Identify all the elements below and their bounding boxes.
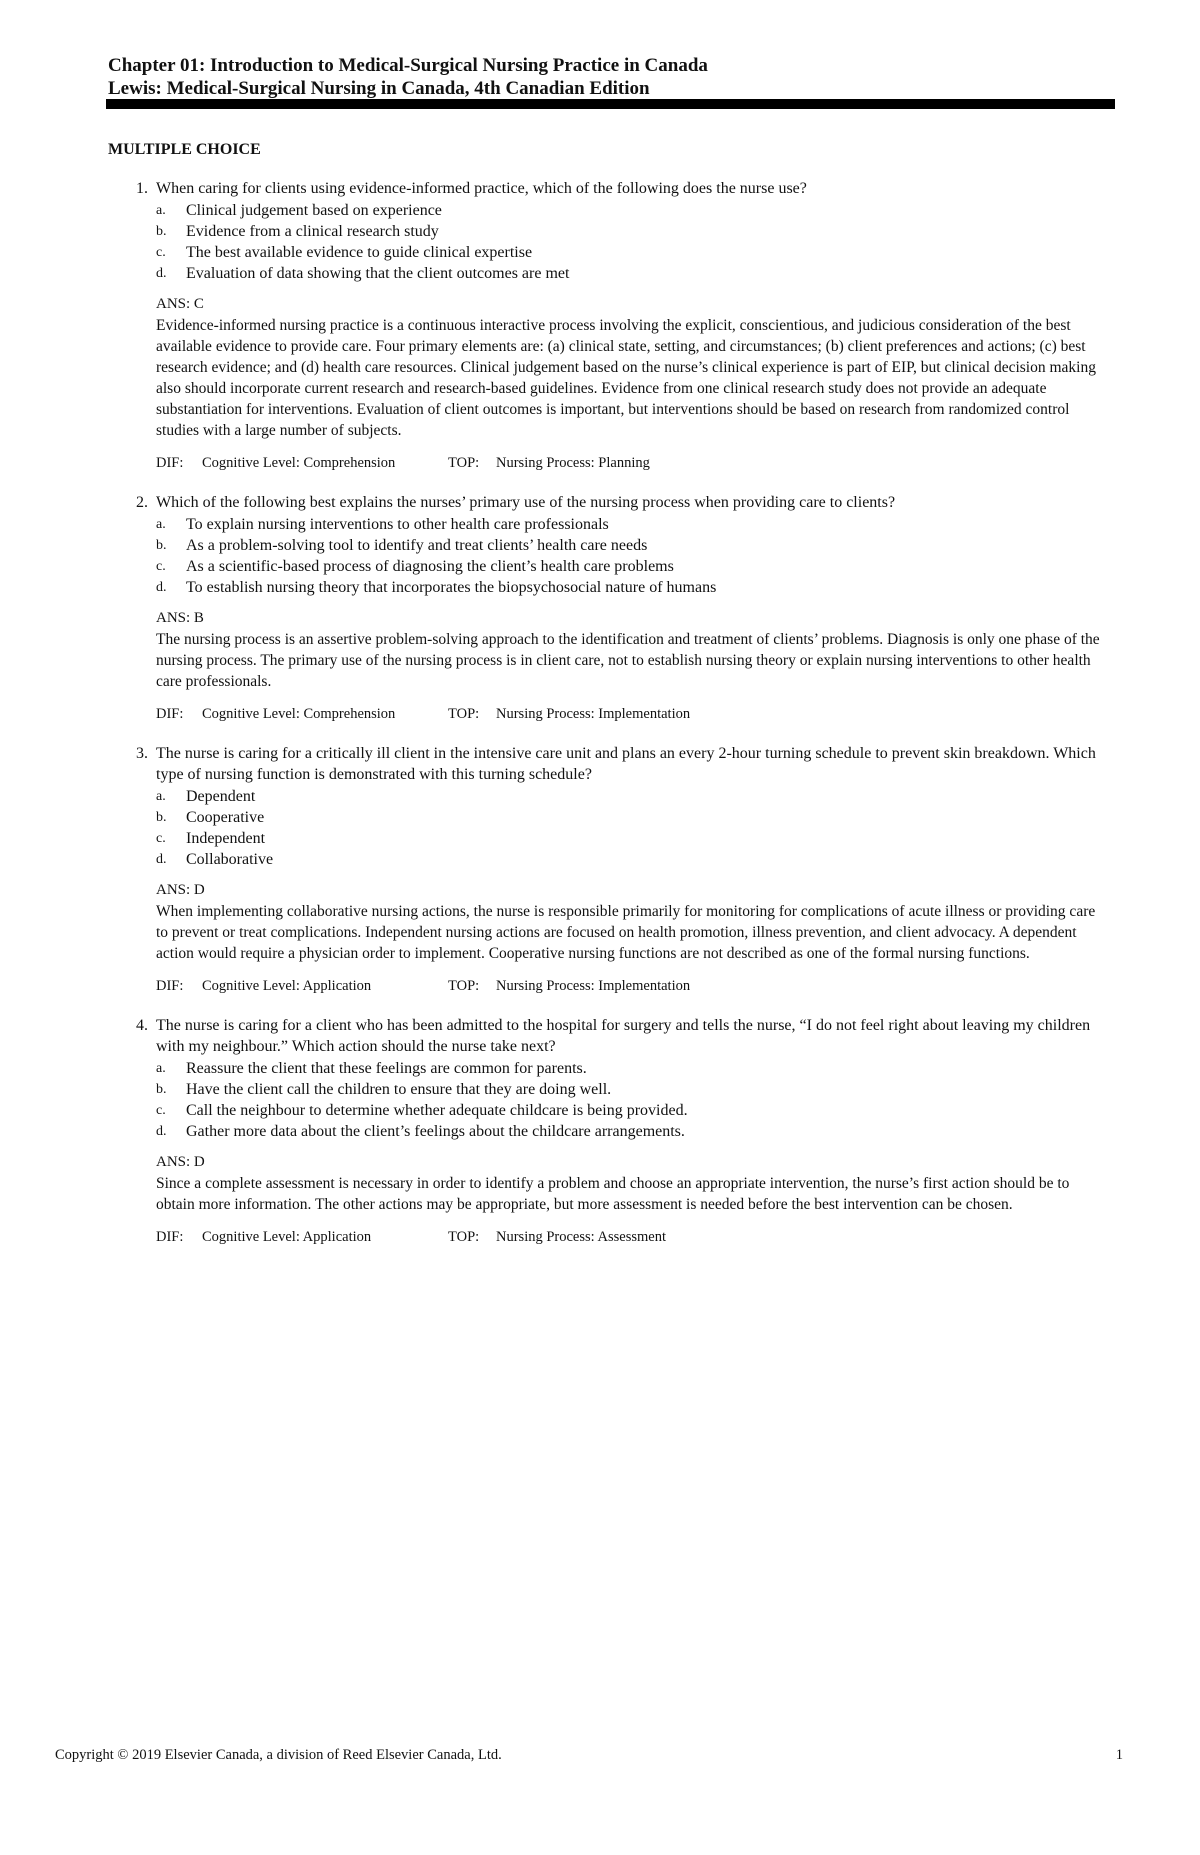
dif-label: DIF:: [156, 1229, 184, 1245]
question-meta: [156, 453, 1108, 474]
option-letter: d.: [156, 852, 167, 867]
option-item: [108, 242, 1108, 263]
dif-label: DIF:: [156, 706, 184, 722]
question-stem: When caring for clients using evidence-informed practice, which of the following does the nurse use?: [156, 180, 807, 197]
dif-label: DIF:: [156, 455, 184, 471]
option-text: Cooperative: [186, 809, 265, 826]
question-1: [108, 178, 1108, 474]
option-item: [108, 200, 1108, 221]
option-list: [108, 786, 1108, 870]
option-letter: c.: [156, 831, 166, 846]
question-3: [108, 743, 1108, 997]
option-text: To establish nursing theory that incorporates the biopsychosocial nature of humans: [186, 579, 717, 596]
option-letter: b.: [156, 538, 167, 553]
option-item: [108, 849, 1108, 870]
answer-explanation: When implementing collaborative nursing actions, the nurse is responsible primarily for monitoring for complications of acute illness or providing care to prevent or treat complications. Independent nursing actions are focused on health promotion, illness prevention, and client advocacy. A dependent action would require a physician order to implement. Cooperative nursing functions are not described as one of the formal nursing functions.: [156, 903, 1096, 962]
question-meta: [156, 1227, 1108, 1248]
answer-explanation: Since a complete assessment is necessary in order to identify a problem and choose an appropriate intervention, the nurse’s first action should be to obtain more information. The other actions may be appropriate, but more assessment is needed before the best intervention can be chosen.: [156, 1175, 1070, 1213]
dif-value: Cognitive Level: Comprehension: [202, 706, 396, 722]
option-text: Evaluation of data showing that the client outcomes are met: [186, 265, 570, 282]
option-text: As a problem-solving tool to identify and treat clients’ health care needs: [186, 537, 648, 554]
option-item: [108, 577, 1108, 598]
option-text: As a scientific-based process of diagnosing the client’s health care problems: [186, 558, 674, 575]
top-value: Nursing Process: Assessment: [496, 1229, 666, 1245]
dif-value: Cognitive Level: Comprehension: [202, 455, 396, 471]
option-item: [108, 1121, 1108, 1142]
option-letter: b.: [156, 224, 167, 239]
option-item: [108, 263, 1108, 284]
option-text: To explain nursing interventions to other health care professionals: [186, 516, 609, 533]
top-label: TOP:: [448, 455, 480, 471]
option-item: [108, 535, 1108, 556]
option-letter: c.: [156, 559, 166, 574]
option-text: Reassure the client that these feelings are common for parents.: [186, 1060, 587, 1077]
option-item: [108, 1058, 1108, 1079]
question-stem: Which of the following best explains the nurses’ primary use of the nursing process when providing care to clients?: [156, 494, 896, 511]
option-text: Have the client call the children to ensure that they are doing well.: [186, 1081, 612, 1098]
question-number: 3.: [136, 745, 148, 762]
copyright-notice: Copyright © 2019 Elsevier Canada, a division of Reed Elsevier Canada, Ltd.: [55, 1747, 502, 1763]
option-text: Clinical judgement based on experience: [186, 202, 442, 219]
option-item: [108, 556, 1108, 577]
question-number: 4.: [136, 1017, 148, 1034]
dif-label: DIF:: [156, 978, 184, 994]
option-text: The best available evidence to guide clinical expertise: [186, 244, 533, 261]
option-letter: a.: [156, 203, 166, 218]
option-list: [108, 200, 1108, 284]
answer-block: [156, 880, 1108, 964]
option-list: [108, 1058, 1108, 1142]
top-value: Nursing Process: Implementation: [496, 978, 691, 994]
option-text: Call the neighbour to determine whether adequate childcare is being provided.: [186, 1102, 688, 1119]
option-item: [108, 514, 1108, 535]
option-text: Gather more data about the client’s feelings about the childcare arrangements.: [186, 1123, 685, 1140]
option-letter: a.: [156, 1061, 166, 1076]
question-number: 2.: [136, 494, 148, 511]
question-meta: [156, 976, 1108, 997]
top-label: TOP:: [448, 978, 480, 994]
question-stem: The nurse is caring for a critically ill client in the intensive care unit and plans an every 2-hour turning schedule to prevent skin breakdown. Which type of nursing function is demonstrated with this turning schedule?: [156, 745, 1096, 783]
option-letter: d.: [156, 1124, 167, 1139]
answer-key: ANS: C: [156, 296, 204, 312]
page-footer: [55, 1747, 1123, 1764]
answer-key: ANS: B: [156, 610, 204, 626]
option-text: Independent: [186, 830, 266, 847]
option-letter: a.: [156, 517, 166, 532]
top-value: Nursing Process: Implementation: [496, 706, 691, 722]
option-item: [108, 828, 1108, 849]
option-item: [108, 1079, 1108, 1100]
option-text: Dependent: [186, 788, 256, 805]
question-4: [108, 1015, 1108, 1248]
top-label: TOP:: [448, 706, 480, 722]
dif-value: Cognitive Level: Application: [202, 1229, 372, 1245]
top-value: Nursing Process: Planning: [496, 455, 650, 471]
document-header: [108, 54, 1112, 100]
option-item: [108, 807, 1108, 828]
option-letter: c.: [156, 1103, 166, 1118]
option-text: Evidence from a clinical research study: [186, 223, 439, 240]
option-letter: a.: [156, 789, 166, 804]
answer-explanation: Evidence-informed nursing practice is a continuous interactive process involving the explicit, conscientious, and judicious consideration of the best available evidence to provide care. Four primary elements are: (a) clinical state, setting, and circumstances; (b) client preferences and actions; (c) best research evidence; and (d) health care resources. Clinical judgement based on the nurse’s clinical experience is part of EIP, but clinical decision making also should incorporate current research and research-based guidelines. Evidence from one clinical research study does not provide an adequate substantiation for interventions. Evaluation of client outcomes is important, but interventions should be based on research from randomized control studies with a large number of subjects.: [156, 317, 1096, 439]
option-letter: b.: [156, 810, 167, 825]
question-2: [108, 492, 1108, 725]
question-list: [108, 178, 1108, 1266]
header-rule: [106, 99, 1115, 109]
section-title: MULTIPLE CHOICE: [108, 141, 261, 158]
option-item: [108, 786, 1108, 807]
option-item: [108, 221, 1108, 242]
option-letter: b.: [156, 1082, 167, 1097]
option-letter: c.: [156, 245, 166, 260]
page-number: 1: [1115, 1747, 1123, 1763]
question-meta: [156, 704, 1108, 725]
option-text: Collaborative: [186, 851, 274, 868]
option-letter: d.: [156, 266, 167, 281]
chapter-title: Chapter 01: Introduction to Medical-Surgical Nursing Practice in Canada: [108, 55, 708, 76]
answer-key: ANS: D: [156, 1154, 205, 1170]
answer-block: [156, 608, 1108, 692]
option-item: [108, 1100, 1108, 1121]
option-list: [108, 514, 1108, 598]
dif-value: Cognitive Level: Application: [202, 978, 372, 994]
answer-explanation: The nursing process is an assertive problem-solving approach to the identification and treatment of clients’ problems. Diagnosis is only one phase of the nursing process. The primary use of the nursing process is in client care, not to establish nursing theory or explain nursing interventions to other health care professionals.: [156, 631, 1100, 690]
top-label: TOP:: [448, 1229, 480, 1245]
question-number: 1.: [136, 180, 148, 197]
answer-block: [156, 294, 1108, 441]
answer-key: ANS: D: [156, 882, 205, 898]
answer-block: [156, 1152, 1108, 1215]
question-stem: The nurse is caring for a client who has been admitted to the hospital for surgery and tells the nurse, “I do not feel right about leaving my children with my neighbour.” Which action should the nurse take next?: [156, 1017, 1091, 1055]
option-letter: d.: [156, 580, 167, 595]
book-title: Lewis: Medical-Surgical Nursing in Canada, 4th Canadian Edition: [108, 78, 650, 99]
